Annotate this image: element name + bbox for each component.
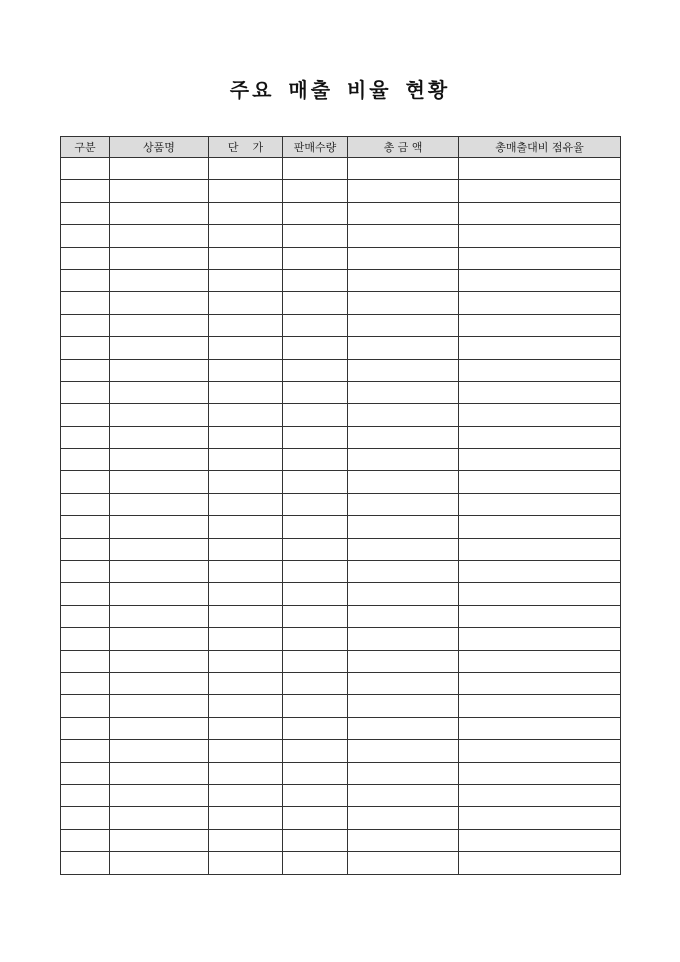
page-title: 주요 매출 비율 현황 [229,78,451,102]
sales-ratio-table [60,136,621,875]
table-cell[interactable] [209,471,283,493]
table-row [61,493,621,515]
table-row [61,180,621,202]
table-row [61,314,621,336]
table-cell[interactable] [459,538,621,560]
table-cell[interactable] [61,426,110,448]
table-cell[interactable] [348,628,459,650]
table-cell[interactable] [283,583,348,605]
table-cell[interactable] [209,314,283,336]
table-cell[interactable] [209,426,283,448]
table-cell[interactable] [61,561,110,583]
table-cell[interactable] [61,292,110,314]
table-cell[interactable] [209,538,283,560]
table-cell[interactable] [209,269,283,291]
table-cell[interactable] [459,314,621,336]
table-cell[interactable] [348,180,459,202]
table-cell[interactable] [110,516,209,538]
table-cell[interactable] [348,426,459,448]
table-row [61,650,621,672]
table-cell[interactable] [283,314,348,336]
table-cell[interactable] [61,762,110,784]
table-row [61,740,621,762]
table-row [61,404,621,426]
table-cell[interactable] [459,583,621,605]
table-cell[interactable] [348,762,459,784]
table-cell[interactable] [209,202,283,224]
table-cell[interactable] [283,829,348,851]
table-row [61,269,621,291]
table-cell[interactable] [348,404,459,426]
table-cell[interactable] [110,852,209,874]
table-cell[interactable] [61,829,110,851]
table-cell[interactable] [209,404,283,426]
table-cell[interactable] [283,605,348,627]
table-row [61,605,621,627]
table-cell[interactable] [283,269,348,291]
table-cell[interactable] [283,538,348,560]
table-cell[interactable] [61,449,110,471]
table-cell[interactable] [110,449,209,471]
table-cell[interactable] [61,538,110,560]
table-cell[interactable] [61,628,110,650]
table-cell[interactable] [110,269,209,291]
table-cell[interactable] [209,337,283,359]
table-cell[interactable] [459,829,621,851]
table-cell[interactable] [110,717,209,739]
table-cell[interactable] [61,225,110,247]
table-cell[interactable] [61,202,110,224]
table-cell[interactable] [209,561,283,583]
table-cell[interactable] [348,807,459,829]
column-header-quantity-sold: 판매수량 [283,137,348,158]
table-cell[interactable] [348,314,459,336]
table-cell[interactable] [459,628,621,650]
table-row [61,225,621,247]
table-header-row [61,137,621,158]
table-cell[interactable] [110,807,209,829]
table-row [61,158,621,180]
table-cell[interactable] [283,202,348,224]
table-cell[interactable] [283,426,348,448]
table-cell[interactable] [61,695,110,717]
table-cell[interactable] [110,314,209,336]
table-cell[interactable] [348,605,459,627]
table-cell[interactable] [348,471,459,493]
table-cell[interactable] [283,337,348,359]
table-cell[interactable] [110,650,209,672]
table-cell[interactable] [110,561,209,583]
column-header-category: 구분 [61,137,110,158]
table-cell[interactable] [209,784,283,806]
table-cell[interactable] [110,784,209,806]
table-cell[interactable] [348,158,459,180]
table-row [61,561,621,583]
table-cell[interactable] [459,381,621,403]
table-row [61,807,621,829]
table-cell[interactable] [110,628,209,650]
table-cell[interactable] [348,561,459,583]
table-cell[interactable] [110,583,209,605]
column-header-total-amount: 총 금 액 [348,137,459,158]
table-cell[interactable] [110,493,209,515]
table-row [61,829,621,851]
table-cell[interactable] [459,784,621,806]
table-cell[interactable] [209,650,283,672]
table-cell[interactable] [283,516,348,538]
table-cell[interactable] [459,740,621,762]
table-cell[interactable] [209,225,283,247]
table-row [61,717,621,739]
table-cell[interactable] [348,583,459,605]
table-cell[interactable] [110,202,209,224]
table-cell[interactable] [209,449,283,471]
table-cell[interactable] [348,493,459,515]
table-cell[interactable] [459,493,621,515]
table-cell[interactable] [459,516,621,538]
table-cell[interactable] [61,493,110,515]
table-cell[interactable] [459,561,621,583]
table-cell[interactable] [348,449,459,471]
table-row [61,538,621,560]
table-cell[interactable] [348,202,459,224]
table-row [61,337,621,359]
table-cell[interactable] [283,740,348,762]
table-row [61,381,621,403]
table-cell[interactable] [61,471,110,493]
table-cell[interactable] [348,516,459,538]
table-cell[interactable] [459,852,621,874]
table-cell[interactable] [459,449,621,471]
table-cell[interactable] [61,583,110,605]
table-cell[interactable] [209,583,283,605]
table-cell[interactable] [348,225,459,247]
column-header-unit-price: 단 가 [209,137,283,158]
table-cell[interactable] [283,852,348,874]
table-cell[interactable] [348,359,459,381]
table-cell[interactable] [209,180,283,202]
table-cell[interactable] [283,180,348,202]
table-cell[interactable] [348,740,459,762]
table-cell[interactable] [61,717,110,739]
table-cell[interactable] [61,314,110,336]
table-cell[interactable] [459,359,621,381]
table-cell[interactable] [348,672,459,694]
table-cell[interactable] [283,561,348,583]
table-cell[interactable] [283,784,348,806]
table-cell[interactable] [459,292,621,314]
table-cell[interactable] [110,538,209,560]
table-cell[interactable] [283,247,348,269]
table-row [61,784,621,806]
table-cell[interactable] [61,381,110,403]
column-header-product-name: 상품명 [110,137,209,158]
table-cell[interactable] [348,829,459,851]
table-row [61,695,621,717]
table-row [61,247,621,269]
table-cell[interactable] [209,158,283,180]
table-cell[interactable] [283,158,348,180]
table-cell[interactable] [110,381,209,403]
table-cell[interactable] [283,449,348,471]
table-cell[interactable] [283,650,348,672]
table-cell[interactable] [110,695,209,717]
table-cell[interactable] [348,784,459,806]
table-cell[interactable] [61,650,110,672]
table-cell[interactable] [459,605,621,627]
table-cell[interactable] [209,762,283,784]
table-cell[interactable] [283,381,348,403]
table-cell[interactable] [283,628,348,650]
table-cell[interactable] [61,516,110,538]
table-cell[interactable] [61,605,110,627]
table-cell[interactable] [209,717,283,739]
table-cell[interactable] [348,852,459,874]
table-cell[interactable] [61,404,110,426]
table-cell[interactable] [459,225,621,247]
table-cell[interactable] [209,247,283,269]
table-row [61,852,621,874]
table-row [61,762,621,784]
table-cell[interactable] [283,807,348,829]
table-cell[interactable] [459,807,621,829]
table-cell[interactable] [110,672,209,694]
table-cell[interactable] [61,852,110,874]
table-cell[interactable] [110,404,209,426]
table-cell[interactable] [61,784,110,806]
table-cell[interactable] [61,247,110,269]
table-cell[interactable] [348,695,459,717]
table-cell[interactable] [209,605,283,627]
column-header-share-of-total-sales: 총매출대비 점유율 [459,137,621,158]
table-row [61,516,621,538]
table-cell[interactable] [209,807,283,829]
table-cell[interactable] [110,292,209,314]
table-cell[interactable] [459,158,621,180]
table-cell[interactable] [459,247,621,269]
table-cell[interactable] [209,381,283,403]
table-cell[interactable] [459,672,621,694]
table-cell[interactable] [61,807,110,829]
table-row [61,202,621,224]
table-row [61,449,621,471]
table-cell[interactable] [61,359,110,381]
table-cell[interactable] [209,829,283,851]
table-cell[interactable] [209,493,283,515]
table-cell[interactable] [459,717,621,739]
table-cell[interactable] [459,404,621,426]
table-row [61,359,621,381]
table-cell[interactable] [459,180,621,202]
table-cell[interactable] [209,852,283,874]
table-cell[interactable] [459,426,621,448]
table-cell[interactable] [209,292,283,314]
table-cell[interactable] [209,516,283,538]
table-cell[interactable] [283,359,348,381]
table-cell[interactable] [110,471,209,493]
table-cell[interactable] [348,337,459,359]
table-cell[interactable] [459,471,621,493]
table-cell[interactable] [283,695,348,717]
table-row [61,583,621,605]
table-cell[interactable] [61,337,110,359]
table-cell[interactable] [110,247,209,269]
table-row [61,292,621,314]
table-cell[interactable] [110,158,209,180]
table-cell[interactable] [283,762,348,784]
table-cell[interactable] [283,404,348,426]
table-cell[interactable] [283,225,348,247]
table-cell[interactable] [61,180,110,202]
table-cell[interactable] [348,292,459,314]
table-cell[interactable] [348,538,459,560]
table-cell[interactable] [348,269,459,291]
table-cell[interactable] [61,740,110,762]
table-row [61,628,621,650]
table-cell[interactable] [459,695,621,717]
table-cell[interactable] [110,225,209,247]
table-cell[interactable] [348,717,459,739]
table-cell[interactable] [209,695,283,717]
table-cell[interactable] [110,829,209,851]
table-cell[interactable] [283,672,348,694]
table-cell[interactable] [61,158,110,180]
table-cell[interactable] [459,269,621,291]
table-cell[interactable] [459,337,621,359]
table-cell[interactable] [61,269,110,291]
table-row [61,426,621,448]
table-cell[interactable] [283,717,348,739]
table-cell[interactable] [209,359,283,381]
table-cell[interactable] [348,381,459,403]
table-cell[interactable] [283,292,348,314]
table-cell[interactable] [110,337,209,359]
table-cell[interactable] [459,762,621,784]
table-cell[interactable] [110,426,209,448]
table-cell[interactable] [110,762,209,784]
table-cell[interactable] [110,740,209,762]
table-cell[interactable] [209,740,283,762]
table-row [61,471,621,493]
table-row [61,672,621,694]
table-cell[interactable] [283,471,348,493]
table-cell[interactable] [209,628,283,650]
table-cell[interactable] [283,493,348,515]
table-cell[interactable] [110,359,209,381]
table-cell[interactable] [459,650,621,672]
table-cell[interactable] [348,247,459,269]
table-cell[interactable] [459,202,621,224]
table-cell[interactable] [110,180,209,202]
table-cell[interactable] [348,650,459,672]
table-cell[interactable] [209,672,283,694]
table-body [61,158,621,875]
table-cell[interactable] [110,605,209,627]
table-cell[interactable] [61,672,110,694]
